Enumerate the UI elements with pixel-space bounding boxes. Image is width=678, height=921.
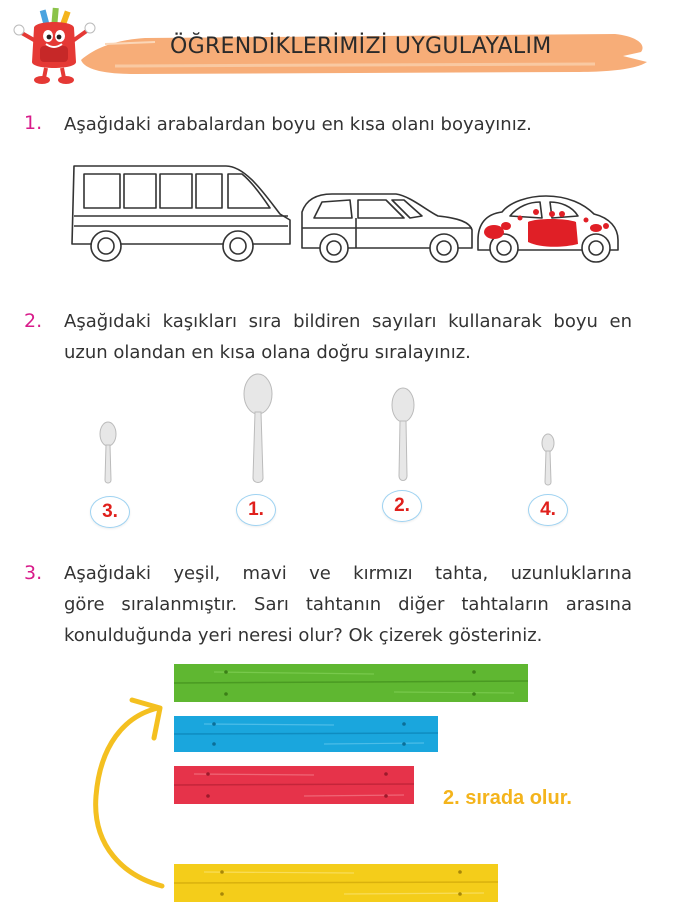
spoon-order-label: 1. [248, 499, 264, 520]
blue-board [174, 716, 440, 754]
spoon-smallest-icon [536, 432, 560, 488]
spoon-order-badge [90, 496, 130, 528]
question-1-text: Aşağıdaki arabalardan boyu en kısa olanı boyayınız. [64, 114, 532, 135]
spoon-order-label: 4. [540, 499, 556, 520]
vehicles-illustration [66, 156, 626, 268]
spoon-largest-icon [236, 372, 280, 488]
question-2-text-line-1: Aşağıdaki kaşıkları sıra bildiren sayıları kullanarak boyu en [64, 311, 632, 332]
page-title: ÖĞRENDİKLERİMİZİ UYGULAYALIM [170, 34, 552, 59]
question-3-text-line-1: Aşağıdaki yeşil, mavi ve kırmızı tahta, uzunluklarına [64, 563, 632, 584]
backpack-mascot-icon [12, 6, 98, 86]
question-3-text-line-3: konulduğunda yeri neresi olur? Ok çizerek gösteriniz. [64, 625, 543, 646]
question-1-number: 1. [24, 112, 43, 134]
hatchback-car-icon [302, 194, 472, 262]
spoon-order-label: 3. [102, 501, 118, 522]
green-board [174, 664, 530, 704]
spoon-order-badge [236, 494, 276, 526]
spoon-order-badge [382, 490, 422, 522]
spoon-order-badge [528, 494, 568, 526]
red-board [174, 766, 416, 806]
spoon-medium-icon [384, 386, 422, 486]
minibus-icon [72, 166, 290, 261]
spoon-small-icon [92, 418, 124, 488]
drawn-arrow-icon [84, 696, 174, 896]
question-2-number: 2. [24, 310, 43, 332]
spoon-order-label: 2. [394, 495, 410, 516]
question-2-text-line-2: uzun olandan en kısa olana doğru sıralayınız. [64, 342, 471, 363]
question-3-number: 3. [24, 562, 43, 584]
question-3-text-line-2: göre sıralanmıştır. Sarı tahtanın diğer tahtaların arasına [64, 594, 632, 615]
answer-note: 2. sırada olur. [443, 787, 572, 809]
yellow-board [174, 864, 500, 904]
